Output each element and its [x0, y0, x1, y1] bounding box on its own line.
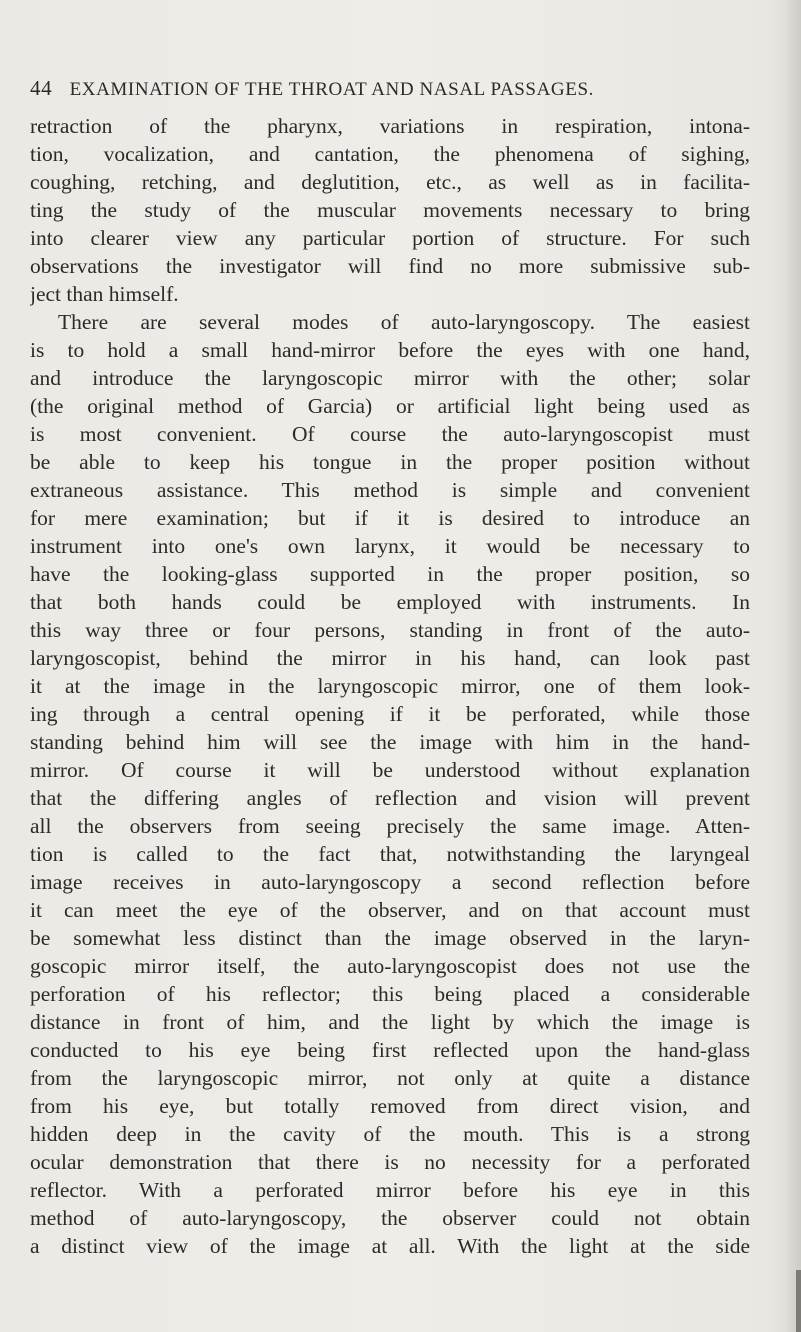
text-line: a distinct view of the image at all. With the light at the side [30, 1234, 750, 1258]
text-line: it can meet the eye of the observer, and on that account must [30, 898, 750, 922]
text-line: that the differing angles of reflection and vision will prevent [30, 786, 750, 810]
text-line: have the looking-glass supported in the proper position, so [30, 562, 750, 586]
page-edge-shadow [785, 0, 801, 1332]
running-head [30, 76, 730, 106]
text-line: that both hands could be employed with instruments. In [30, 590, 750, 614]
text-line: mirror. Of course it will be understood without explanation [30, 758, 750, 782]
text-line: perforation of his reflector; this being placed a considerable [30, 982, 750, 1006]
text-line: retraction of the pharynx, variations in respiration, intona- [30, 114, 750, 138]
text-line: standing behind him will see the image with him in the hand- [30, 730, 750, 754]
body-text [30, 112, 750, 1260]
text-line: from the laryngoscopic mirror, not only at quite a distance [30, 1066, 750, 1090]
text-line: ting the study of the muscular movements necessary to bring [30, 198, 750, 222]
text-line: instrument into one's own larynx, it would be necessary to [30, 534, 750, 558]
text-line: (the original method of Garcia) or artificial light being used as [30, 394, 750, 418]
text-line: reflector. With a perforated mirror before his eye in this [30, 1178, 750, 1202]
text-line: extraneous assistance. This method is simple and convenient [30, 478, 750, 502]
text-line: is to hold a small hand-mirror before the eyes with one hand, [30, 338, 750, 362]
text-line: distance in front of him, and the light by which the image is [30, 1010, 750, 1034]
text-line: goscopic mirror itself, the auto-laryngoscopist does not use the [30, 954, 750, 978]
text-line: from his eye, but totally removed from direct vision, and [30, 1094, 750, 1118]
text-line: image receives in auto-laryngoscopy a second reflection before [30, 870, 750, 894]
text-line: for mere examination; but if it is desired to introduce an [30, 506, 750, 530]
text-line: and introduce the laryngoscopic mirror with the other; solar [30, 366, 750, 390]
text-line: be able to keep his tongue in the proper position without [30, 450, 750, 474]
text-line: ing through a central opening if it be perforated, while those [30, 702, 750, 726]
text-line: coughing, retching, and deglutition, etc., as well as in facilita- [30, 170, 750, 194]
running-title: EXAMINATION OF THE THROAT AND NASAL PASSAGES. [69, 79, 594, 100]
text-line: laryngoscopist, behind the mirror in his hand, can look past [30, 646, 750, 670]
text-line: hidden deep in the cavity of the mouth. This is a strong [30, 1122, 750, 1146]
text-line: tion, vocalization, and cantation, the phenomena of sighing, [30, 142, 750, 166]
page-number: 44 [30, 76, 53, 100]
paragraph-first-line: There are several modes of auto-laryngoscopy. The easiest [58, 310, 750, 334]
text-line: this way three or four persons, standing in front of the auto- [30, 618, 750, 642]
text-line: ject than himself. [30, 282, 179, 306]
text-line: is most convenient. Of course the auto-laryngoscopist must [30, 422, 750, 446]
text-line: conducted to his eye being first reflected upon the hand-glass [30, 1038, 750, 1062]
text-line: observations the investigator will find no more submissive sub- [30, 254, 750, 278]
text-line: all the observers from seeing precisely the same image. Atten- [30, 814, 750, 838]
page-edge-mark [796, 1270, 801, 1332]
text-line: tion is called to the fact that, notwithstanding the laryngeal [30, 842, 750, 866]
text-line: ocular demonstration that there is no necessity for a perforated [30, 1150, 750, 1174]
text-line: be somewhat less distinct than the image observed in the laryn- [30, 926, 750, 950]
text-line: it at the image in the laryngoscopic mirror, one of them look- [30, 674, 750, 698]
text-line: method of auto-laryngoscopy, the observer could not obtain [30, 1206, 750, 1230]
text-line: into clearer view any particular portion of structure. For such [30, 226, 750, 250]
